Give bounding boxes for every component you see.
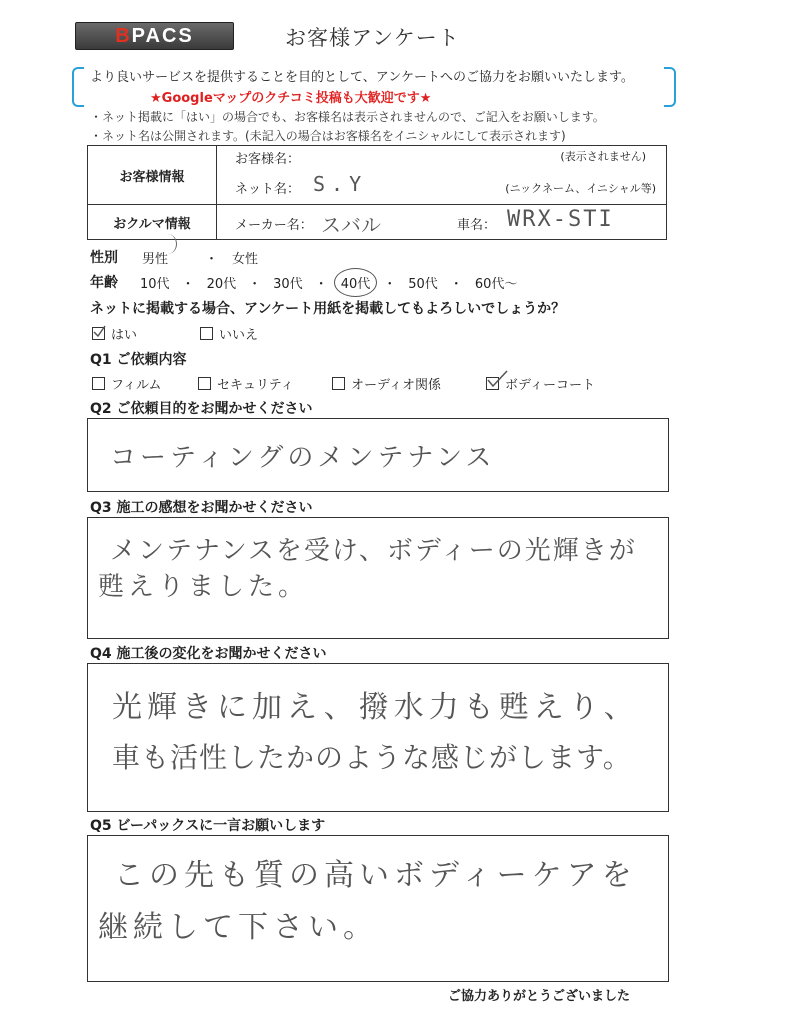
- q5-answer-line1: この先も質の高いボディーケアを: [114, 858, 637, 893]
- logo-letter: B: [115, 25, 132, 47]
- q3-answer-box[interactable]: [87, 517, 669, 639]
- checkbox-icon[interactable]: [200, 327, 213, 340]
- q1-option-label: オーディオ関係: [351, 378, 441, 393]
- q1-option-audio[interactable]: [332, 374, 441, 393]
- bracket-right: [664, 67, 676, 107]
- q3-answer-line1: メンテナンスを受け、ボディーの光輝きが: [110, 536, 637, 566]
- bracket-left: [72, 67, 84, 107]
- age-separator: ・: [449, 277, 463, 292]
- q3-answer-line2: 甦えりました。: [98, 572, 309, 602]
- q4-answer-line2: 車も活性したかのような感じがします。: [112, 741, 632, 774]
- q2-title: Q2 ご依頼目的をお聞かせください: [90, 401, 313, 417]
- gender-female-label: 女性: [232, 252, 259, 267]
- age-30s-option[interactable]: 30代: [273, 277, 303, 292]
- q1-option-film[interactable]: [92, 374, 161, 393]
- net-name-value[interactable]: S.Y: [313, 172, 368, 196]
- age-10s-option[interactable]: 10代: [140, 277, 170, 292]
- gender-male-label: 男性: [142, 252, 169, 267]
- net-name-label: ネット名：: [235, 182, 301, 197]
- q1-title: Q1 ご依頼内容: [90, 352, 187, 368]
- car-name-value[interactable]: WRX-STI: [507, 207, 614, 232]
- note-netname: ・ネット名は公開されます。(未記入の場合はお客様名をイニシャルにして表示されます): [90, 129, 566, 143]
- q1-option-label: ボディーコート: [505, 378, 595, 393]
- age-20s-option[interactable]: 20代: [206, 277, 237, 292]
- publish-no-option[interactable]: [200, 324, 258, 343]
- age-separator: ・: [383, 277, 397, 292]
- customer-info-cell: [217, 146, 667, 205]
- q1-option-body-coat[interactable]: [486, 374, 595, 393]
- google-review-note: ★Googleマップのクチコミ投稿も大歓迎です★: [150, 91, 432, 106]
- checkbox-icon[interactable]: [92, 377, 105, 390]
- car-info-cell: [217, 205, 667, 240]
- q1-option-security[interactable]: [198, 374, 294, 393]
- checkbox-checked-icon[interactable]: [92, 327, 105, 340]
- q1-option-label: フィルム: [111, 378, 162, 393]
- q5-title: Q5 ビーパックスに一言お願いします: [90, 818, 326, 834]
- q5-answer-box[interactable]: [87, 835, 669, 982]
- publish-question: ネットに掲載する場合、アンケート用紙を掲載してもよろしいでしょうか？: [90, 301, 566, 317]
- age-separator: ・: [314, 277, 328, 292]
- checkbox-icon[interactable]: [198, 377, 211, 390]
- gender-label: 性別: [90, 250, 118, 266]
- q4-answer-line1: 光輝きに加え、撥水力も甦えり、: [112, 690, 639, 725]
- maker-value[interactable]: スバル: [321, 213, 381, 237]
- car-info-header: おクルマ情報: [88, 205, 217, 240]
- age-label: 年齢: [90, 275, 118, 291]
- q4-title: Q4 施工後の変化をお聞かせください: [90, 646, 327, 662]
- age-40s-option[interactable]: 40代: [334, 268, 378, 297]
- gender-male-mark: [158, 234, 177, 254]
- q3-title: Q3 施工の感想をお聞かせください: [90, 500, 313, 516]
- gender-separator: ・: [205, 252, 219, 267]
- gender-female-option[interactable]: [232, 248, 258, 267]
- page-title: お客様アンケート: [285, 26, 460, 50]
- logo-text: PACS: [131, 25, 194, 47]
- intro-text: より良いサービスを提供することを目的として、アンケートへのご協力をお願いいたします。: [90, 70, 634, 85]
- customer-name-label: お客様名：: [235, 152, 301, 167]
- info-table: [87, 145, 667, 240]
- q4-answer-box[interactable]: [87, 663, 669, 812]
- age-50s-option[interactable]: 50代: [408, 277, 438, 292]
- q5-answer-line2: 継続して下さい。: [98, 910, 378, 945]
- customer-info-header: お客様情報: [88, 146, 217, 205]
- age-separator: ・: [248, 277, 262, 292]
- q2-answer-text: コーティングのメンテナンス: [110, 443, 496, 473]
- note-publish: ・ネット掲載に「はい」の場合でも、お客様名は表示されませんので、ご記入をお願いします。: [90, 110, 605, 124]
- bpacs-logo: [75, 22, 234, 50]
- thanks-text: ご協力ありがとうございました: [448, 989, 631, 1004]
- publish-yes-label: はい: [111, 328, 138, 343]
- checkbox-checked-icon[interactable]: [486, 377, 499, 390]
- age-options: [140, 273, 517, 292]
- maker-label: メーカー名：: [235, 218, 313, 233]
- q1-option-label: セキュリティ: [217, 378, 294, 393]
- car-name-label: 車名：: [457, 218, 497, 233]
- net-name-hint: (ニックネーム、イニシャル等): [505, 182, 656, 195]
- age-60s-option[interactable]: 60代～: [474, 277, 518, 292]
- checkbox-icon[interactable]: [332, 377, 345, 390]
- q2-answer-box[interactable]: [87, 418, 669, 492]
- age-separator: ・: [181, 277, 195, 292]
- publish-no-label: いいえ: [219, 328, 259, 343]
- customer-name-hint: (表示されません): [560, 150, 646, 163]
- publish-yes-option[interactable]: [92, 324, 137, 343]
